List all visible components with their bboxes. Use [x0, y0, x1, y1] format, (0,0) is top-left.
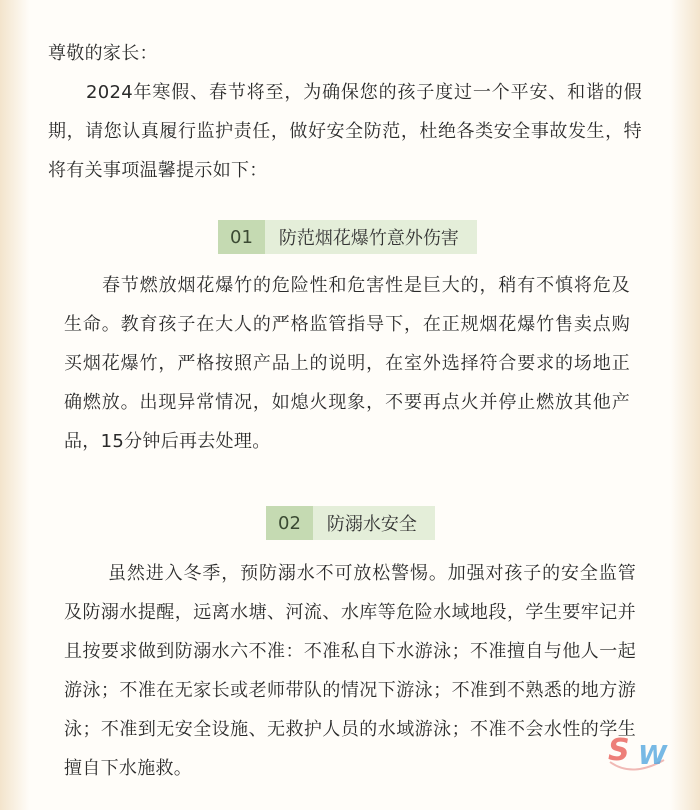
sw-logo-icon [602, 720, 682, 780]
greeting-text: 尊敬的家长： [48, 43, 158, 64]
section-number: 01 [218, 220, 265, 254]
svg-text:W: W [638, 741, 667, 771]
intro-paragraph: 2024年寒假、春节将至，为确保您的孩子度过一个平安、和谐的假期，请您认真履行监护责任，做好安全防范，杜绝各类安全事故发生，特将有关事项温馨提示如下： [48, 82, 642, 181]
section-body-fireworks: 春节燃放烟花爆竹的危险性和危害性是巨大的，稍有不慎将危及生命。教育孩子在大人的严格监管指导下，在正规烟花爆竹售卖点购买烟花爆竹，严格按照产品上的说明，在室外选择符合要求的场地正确燃放。出现异常情况，如熄火现象，不要再点火并停止燃放其他产品，15分钟后再去处理。 [64, 275, 630, 452]
section-heading-fireworks [218, 220, 477, 254]
section-title: 防溺水安全 [326, 514, 417, 535]
section-body-drowning: 虽然进入冬季，预防溺水不可放松警惕。加强对孩子的安全监管及防溺水提醒，远离水塘、河流、水库等危险水域地段，学生要牢记并且按要求做到防溺水六不准：不准私自下水游泳；不准擅自与他人一起游泳；不准在无家长或老师带队的情况下游泳；不准到不熟悉的地方游泳；不准到无安全设施、无救护人员的水域游泳；不准不会水性的学生擅自下水施救。 [64, 563, 636, 779]
section-number: 02 [266, 506, 313, 540]
svg-text:S: S [608, 733, 630, 768]
section-title: 防范烟花爆竹意外伤害 [278, 228, 459, 249]
section-heading-drowning [266, 506, 435, 540]
